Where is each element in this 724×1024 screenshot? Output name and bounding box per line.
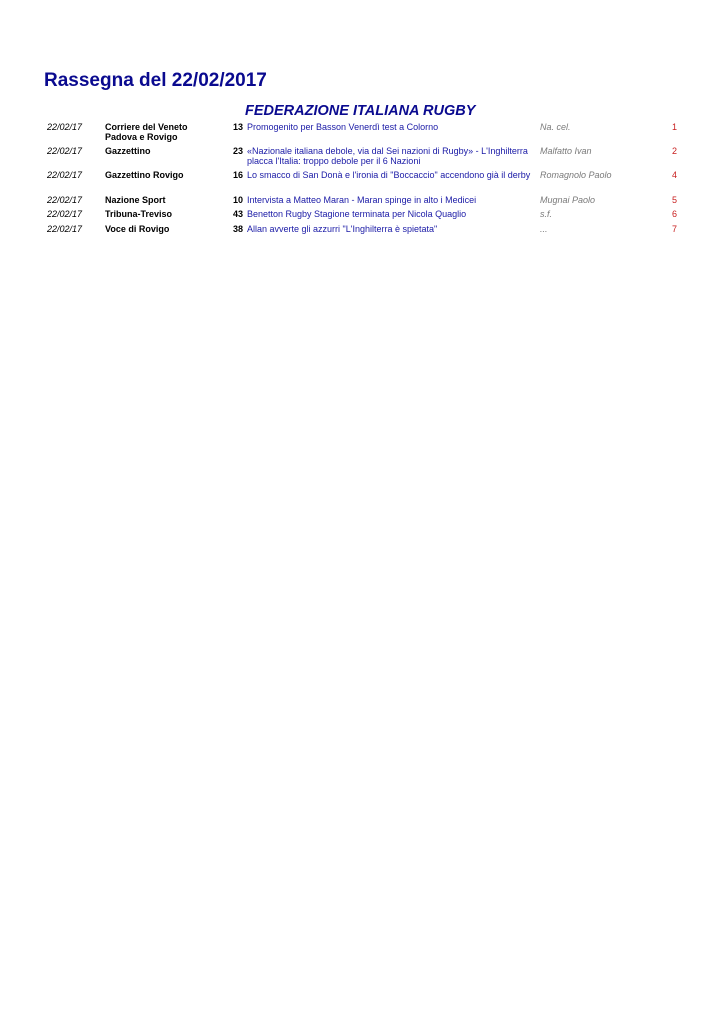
article-date: 22/02/17 [47, 170, 83, 180]
article-title-link[interactable]: Promogenito per Basson Venerdì test a Colorno [247, 122, 439, 132]
article-source: Tribuna-Treviso [105, 209, 173, 219]
article-title-link[interactable]: Intervista a Matteo Maran - Maran spinge in alto i Medicei [247, 194, 477, 205]
article-page: 13 [232, 122, 243, 132]
article-date: 22/02/17 [47, 194, 83, 205]
article-author: Romagnolo Paolo [540, 170, 612, 180]
article-page: 43 [232, 209, 243, 219]
article-title-link[interactable]: Lo smacco di San Donà e l'ironia di "Boccaccio" accendono già il derby [247, 170, 531, 180]
article-author: ... [540, 223, 548, 234]
article-author: Mugnai Paolo [540, 194, 596, 205]
article-number: 4 [671, 170, 677, 180]
article-number: 7 [671, 223, 677, 234]
article-page: 16 [232, 170, 243, 180]
article-row [0, 225, 724, 240]
section-title: FEDERAZIONE ITALIANA RUGBY [245, 103, 476, 119]
article-title-link[interactable]: Allan avverte gli azzurri "L'Inghilterra è spietata" [247, 223, 438, 234]
article-source: Voce di Rovigo [105, 223, 170, 234]
article-number: 1 [671, 122, 677, 132]
article-row [0, 123, 724, 147]
article-number: 2 [671, 146, 677, 156]
article-date: 22/02/17 [47, 146, 83, 156]
article-row [0, 196, 724, 211]
article-date: 22/02/17 [47, 122, 83, 132]
article-number: 5 [671, 194, 677, 205]
article-date: 22/02/17 [47, 223, 83, 234]
article-title-link[interactable]: Benetton Rugby Stagione terminata per Nicola Quaglio [247, 209, 467, 219]
article-source: Nazione Sport [105, 194, 166, 205]
article-title-link[interactable]: «Nazionale italiana debole, via dal Sei nazioni di Rugby» - L'Inghilterra placca l'Italia: troppo debole per il 6 Nazioni [247, 146, 528, 166]
article-row [0, 210, 724, 225]
article-source: Corriere del Veneto Padova e Rovigo [105, 122, 188, 142]
article-author: s.f. [540, 209, 553, 219]
article-row [0, 147, 724, 171]
article-page: 38 [232, 223, 243, 234]
page-title: Rassegna del 22/02/2017 [44, 70, 267, 91]
article-number: 6 [671, 209, 677, 219]
article-author: Na. cel. [540, 122, 571, 132]
article-source: Gazzettino Rovigo [105, 170, 184, 180]
article-row [0, 171, 724, 196]
article-author: Malfatto Ivan [540, 146, 592, 156]
article-list [0, 123, 724, 239]
article-page: 23 [232, 146, 243, 156]
article-page: 10 [232, 194, 243, 205]
article-source: Gazzettino [105, 146, 151, 156]
article-date: 22/02/17 [47, 209, 83, 219]
